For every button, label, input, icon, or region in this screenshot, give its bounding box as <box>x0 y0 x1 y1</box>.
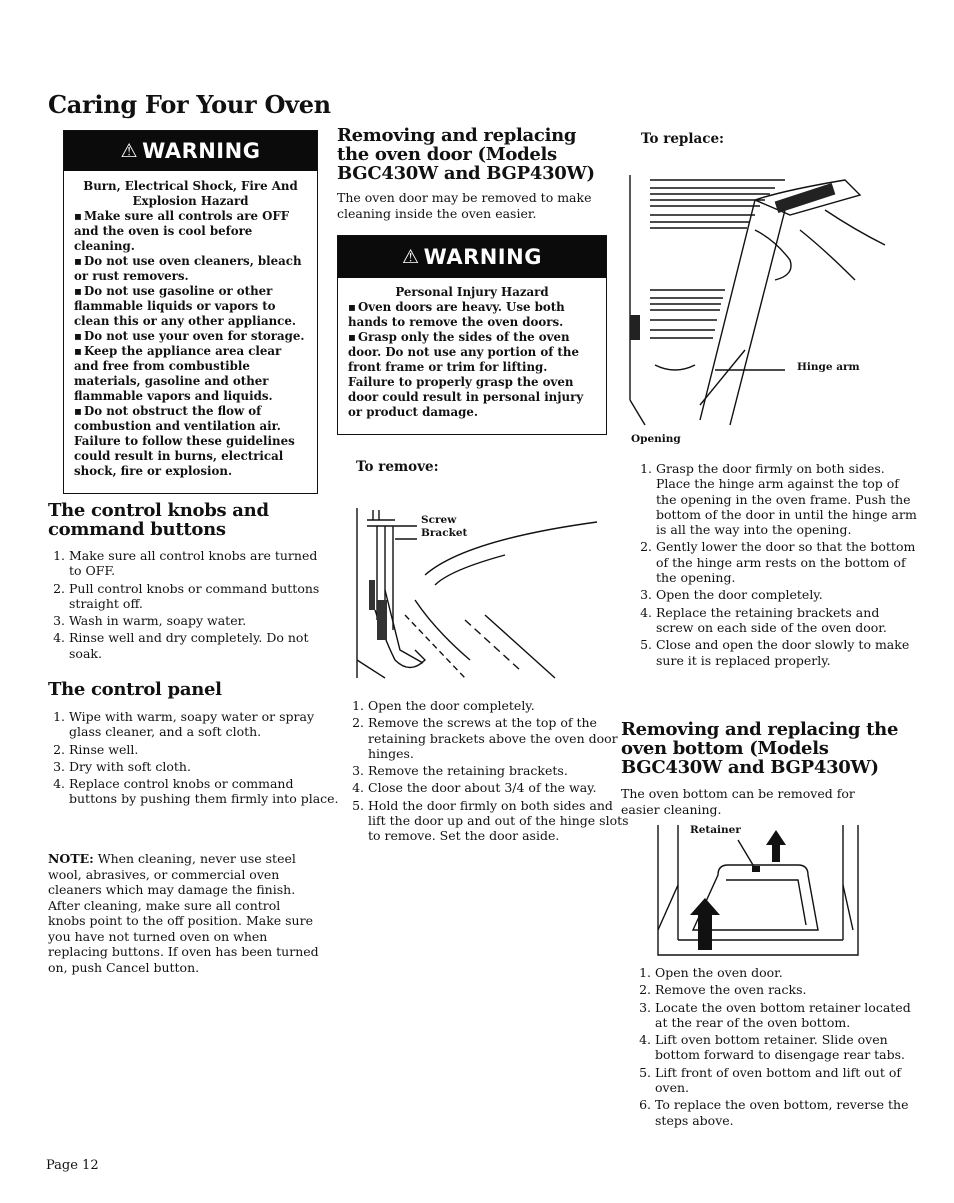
remove-door-drawing <box>355 500 605 685</box>
warning-item: ▪ Do not use your oven for storage. <box>74 329 307 344</box>
hinge-arm-label: Hinge arm <box>797 361 860 373</box>
warning-list <box>74 209 307 434</box>
warning-body <box>338 278 606 420</box>
warning-header <box>338 236 606 278</box>
remove-steps <box>346 698 630 846</box>
warning-hazard-title: Burn, Electrical Shock, Fire And Explosion Hazard <box>83 179 298 208</box>
warning-item: ▪ Keep the appliance area clear and free from combustible materials, gasoline and other flammable vapors and liquids. <box>74 344 307 404</box>
list-item: 4. Close the door about 3/4 of the way. <box>368 780 630 795</box>
warning-triangle-icon: ⚠ <box>120 140 139 162</box>
bottom-steps <box>633 965 920 1130</box>
warning-header <box>64 131 317 171</box>
opening-label: Opening <box>631 433 681 445</box>
warning-hazard-title: Personal Injury Hazard <box>395 285 549 299</box>
warning-triangle-icon: ⚠ <box>402 246 420 268</box>
list-item: 1. Open the door completely. <box>368 698 630 713</box>
warning-heading: WARNING <box>142 139 261 163</box>
list-item: 2. Remove the oven racks. <box>655 982 920 997</box>
list-item: 4. Rinse well and dry completely. Do not soak. <box>69 630 331 661</box>
warning-list <box>348 300 596 375</box>
list-item: 3. Locate the oven bottom retainer located at the rear of the oven bottom. <box>655 1000 920 1031</box>
warning-box-injury-hazard <box>337 235 607 435</box>
list-item: 2. Gently lower the door so that the bottom of the hinge arm rests on the bottom of the opening. <box>656 539 918 585</box>
door-intro: The oven door may be removed to make cleaning inside the oven easier. <box>337 190 592 221</box>
warning-heading: WARNING <box>423 245 542 269</box>
list-item: 5. Hold the door firmly on both sides and lift the door up and out of the hinge slots to remove. Set the door aside. <box>368 798 630 844</box>
note-label: NOTE: <box>48 851 94 866</box>
list-item: 1. Make sure all control knobs are turned to OFF. <box>69 548 331 579</box>
list-item: 5. Close and open the door slowly to make sure it is replaced properly. <box>656 637 918 668</box>
replace-steps <box>634 461 918 670</box>
bracket-label: Bracket <box>421 527 468 539</box>
list-item: 3. Wash in warm, soapy water. <box>69 613 331 628</box>
oven-bottom-drawing <box>648 820 863 960</box>
warning-item: ▪ Do not obstruct the flow of combustion and ventilation air. <box>74 404 307 434</box>
list-item: 1. Grasp the door firmly on both sides. Place the hinge arm against the top of the opening in the oven frame. Push the bottom of the door in until the hinge arm is all the way into the opening. <box>656 461 918 537</box>
page-number: Page 12 <box>46 1158 99 1173</box>
oven-bottom-illustration <box>648 820 863 960</box>
list-item: 4. Lift oven bottom retainer. Slide oven bottom forward to disengage rear tabs. <box>655 1032 920 1063</box>
panel-note <box>48 851 320 975</box>
page-title: Caring For Your Oven <box>48 90 331 119</box>
warning-item: ▪ Make sure all controls are OFF and the oven is cool before cleaning. <box>74 209 307 254</box>
screw-label: Screw <box>421 514 457 526</box>
warning-body <box>64 171 317 479</box>
list-item: 4. Replace the retaining brackets and screw on each side of the oven door. <box>656 605 918 636</box>
list-item: 1. Wipe with warm, soapy water or spray glass cleaner, and a soft cloth. <box>69 709 341 740</box>
bottom-intro: The oven bottom can be removed for easier cleaning. <box>621 786 855 817</box>
list-item: 3. Remove the retaining brackets. <box>368 763 630 778</box>
knobs-steps <box>47 548 331 663</box>
warning-item: ▪ Oven doors are heavy. Use both hands to remove the oven doors. <box>348 300 596 330</box>
warning-box-burn-hazard <box>63 130 318 494</box>
replace-door-illustration <box>625 170 925 450</box>
list-item: 2. Rinse well. <box>69 742 341 757</box>
list-item: 6. To replace the oven bottom, reverse the steps above. <box>655 1097 920 1128</box>
panel-steps <box>47 709 341 809</box>
replace-heading: To replace: <box>641 131 725 147</box>
list-item: 1. Open the oven door. <box>655 965 920 980</box>
bottom-heading: Removing and replacing the oven bottom (Models BGC430W and BGP430W) <box>621 719 899 778</box>
list-item: 2. Pull control knobs or command buttons straight off. <box>69 581 331 612</box>
knobs-heading: The control knobs and command buttons <box>48 500 269 540</box>
list-item: 3. Dry with soft cloth. <box>69 759 341 774</box>
door-heading: Removing and replacing the oven door (Models BGC430W and BGP430W) <box>337 125 595 184</box>
list-item: 5. Lift front of oven bottom and lift out of oven. <box>655 1065 920 1096</box>
warning-footer: Failure to properly grasp the oven door could result in personal injury or product damage. <box>348 375 584 419</box>
remove-door-illustration <box>355 500 605 685</box>
replace-door-drawing <box>625 170 925 450</box>
remove-heading: To remove: <box>356 459 439 475</box>
warning-item: ▪ Do not use oven cleaners, bleach or rust removers. <box>74 254 307 284</box>
note-text: When cleaning, never use steel wool, abrasives, or commercial oven cleaners which may damage the finish. After cleaning, make sure all control knobs point to the off position. Make sure you have not turned oven on when replacing buttons. If oven has been turned on, push Cancel button. <box>48 851 319 975</box>
list-item: 4. Replace control knobs or command buttons by pushing them firmly into place. <box>69 776 341 807</box>
warning-footer: Failure to follow these guidelines could result in burns, electrical shock, fire or explosion. <box>74 434 295 478</box>
warning-item: ▪ Grasp only the sides of the oven door. Do not use any portion of the front frame or trim for lifting. <box>348 330 596 375</box>
list-item: 2. Remove the screws at the top of the retaining brackets above the oven door hinges. <box>368 715 630 761</box>
list-item: 3. Open the door completely. <box>656 587 918 602</box>
panel-heading: The control panel <box>48 679 222 700</box>
retainer-label: Retainer <box>690 824 741 836</box>
warning-item: ▪ Do not use gasoline or other flammable liquids or vapors to clean this or any other appliance. <box>74 284 307 329</box>
